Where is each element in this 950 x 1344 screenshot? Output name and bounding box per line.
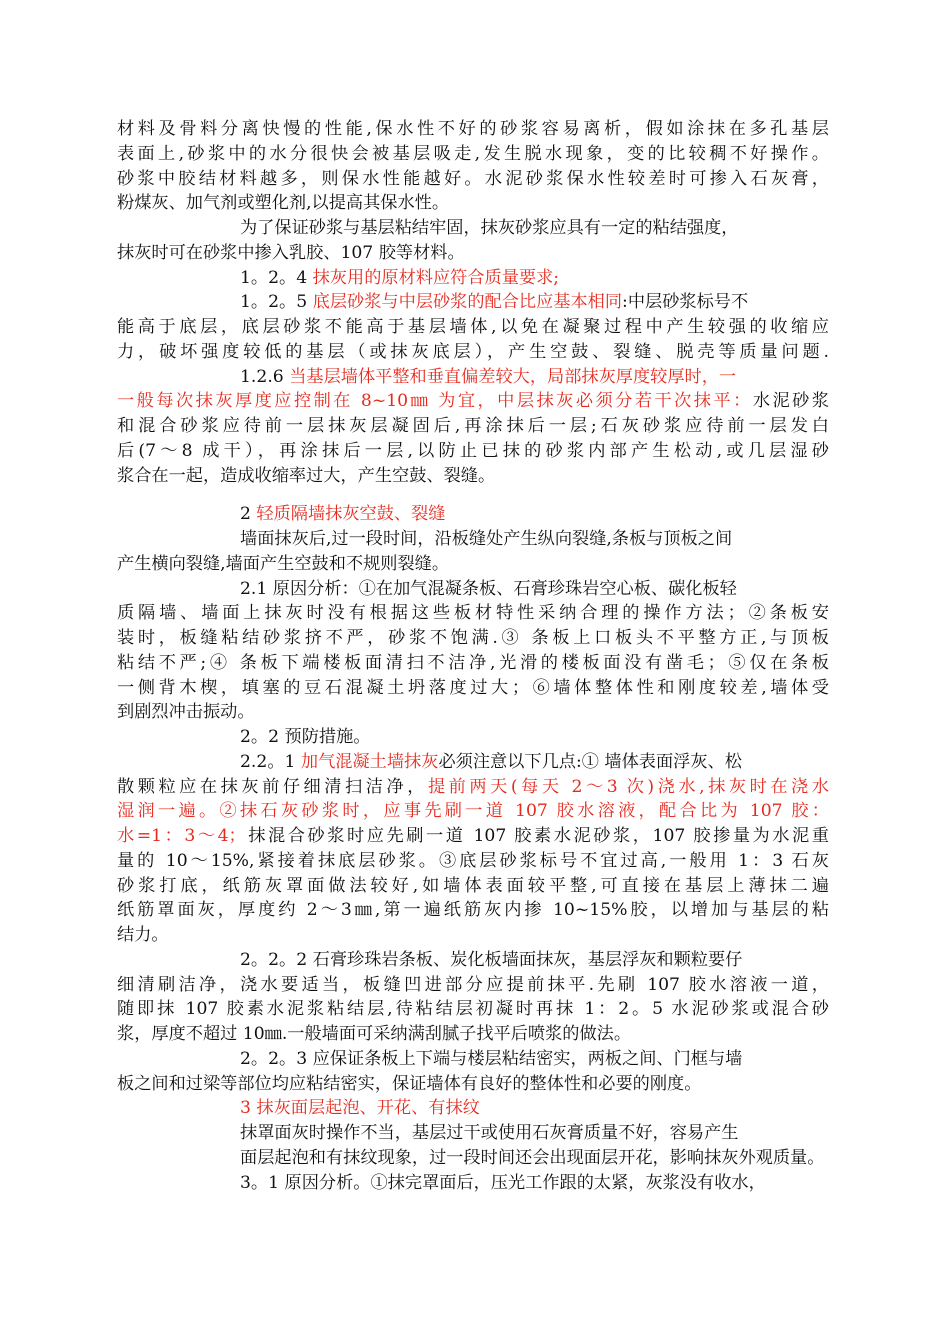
text-segment: 砂浆打底，纸筋灰罩面做法较好,如墙体表面较平整,可直接在基层上薄抹二遍 (117, 875, 829, 896)
highlighted-text: 轻质隔墙抹灰空鼓、裂缝 (256, 504, 446, 525)
text-line (117, 676, 829, 701)
text-segment: 和混合砂浆应待前一层抹灰层凝固后,再涂抹后一层;石灰砂浆应待前一层发白 (117, 416, 829, 436)
text-line (117, 552, 829, 577)
text-line (117, 997, 829, 1022)
section-heading (117, 290, 829, 315)
text-segment: 墙面抹灰后,过一段时间，沿板缝处产生纵向裂缝,条板与顶板之间 (240, 529, 733, 549)
section-heading (117, 750, 829, 775)
text-line (117, 824, 829, 849)
paragraph-gap (117, 488, 829, 502)
text-segment: 浆合在一起，造成收缩率过大，产生空鼓、裂缝。 (117, 465, 496, 486)
text-segment: 1。2。5 (240, 292, 313, 313)
text-line (117, 315, 829, 340)
text-segment: 必须注意以下几点:① 墙体表面浮灰、松 (438, 751, 742, 772)
text-segment: 1.2.6 (240, 366, 290, 387)
text-line (117, 799, 829, 824)
text-line (117, 775, 829, 800)
text-segment: 质隔墙、墙面上抹灰时没有根据这些板材特性采纳合理的操作方法；②条板安 (117, 603, 829, 624)
text-segment: 抹灰时可在砂浆中掺入乳胶、107 胶等材料。 (117, 242, 465, 263)
text-segment: 为了保证砂浆与基层粘结牢固，抹灰砂浆应具有一定的粘结强度， (240, 218, 739, 238)
text-line (117, 439, 829, 464)
text-segment: 粉煤灰、加气剂或塑化剂,以提高其保水性。 (117, 193, 450, 214)
text-line (117, 216, 829, 241)
text-line (117, 898, 829, 923)
highlighted-text: 一般每次抹灰厚度应控制在 8~10㎜ 为宜，中层抹灰必须分若干次抹平： (117, 391, 753, 412)
text-segment: 随即抹 107 胶素水泥浆粘结层,待粘结层初凝时再抹 1：2。5 水泥砂浆或混合砂 (117, 999, 829, 1020)
text-line (117, 464, 829, 489)
text-line (117, 923, 829, 948)
text-line (117, 527, 829, 552)
text-segment: 材料及骨料分离快慢的性能,保水性不好的砂浆容易离析，假如涂抹在多孔基层 (117, 119, 829, 139)
text-line (117, 1072, 829, 1097)
text-segment: 细清刷洁净，浇水要适当，板缝凹进部分应提前抹平.先刷 107 胶水溶液一道， (117, 974, 829, 995)
text-line (117, 340, 829, 365)
text-line (117, 601, 829, 626)
text-segment: 板之间和过梁等部位均应粘结密实，保证墙体有良好的整体性和必要的刚度。 (117, 1073, 702, 1094)
text-segment: 浆，厚度不超过 10㎜.一般墙面可采纳满刮腻子找平后喷浆的做法。 (117, 1024, 632, 1044)
text-segment: 2。2。3 应保证条板上下端与楼层粘结密实，两板之间、门框与墙 (240, 1048, 743, 1069)
text-segment: 砂浆中胶结材料越多，则保水性能越好。水泥砂浆保水性较差时可掺入石灰膏， (117, 168, 829, 189)
text-line (117, 167, 829, 192)
section-heading (117, 725, 829, 750)
text-line (117, 849, 829, 874)
text-line (117, 389, 829, 414)
text-line (117, 414, 829, 439)
text-segment: :中层砂浆标号不 (622, 292, 749, 313)
text-line (117, 1022, 829, 1047)
text-line (117, 1121, 829, 1146)
highlighted-text: 湿润一遍。②抹石灰砂浆时，应事先刷一道 107 胶水溶液，配合比为 107 胶： (117, 801, 829, 822)
text-segment: 2。2 预防措施。 (240, 727, 371, 747)
highlighted-text: 当基层墙体平整和垂直偏差较大，局部抹灰厚度较厚时，一 (289, 366, 737, 387)
text-segment: 纸筋罩面灰，厚度约 2～3㎜,第一遍纸筋灰内掺 10~15%胶，以增加与基层的粘 (117, 900, 829, 921)
text-line (117, 191, 829, 216)
text-segment: 面层起泡和有抹纹现象，过一段时间还会出现面层开花，影响抹灰外观质量。 (240, 1147, 825, 1168)
text-line (117, 973, 829, 998)
document-page (117, 117, 829, 1195)
text-segment: 水泥砂浆 (752, 391, 829, 412)
text-line (117, 874, 829, 899)
section-heading (117, 266, 829, 291)
text-segment: 量的 10～15%,紧接着抹底层砂浆。③底层砂浆标号不宜过高,一般用 1：3 石灰 (117, 850, 829, 871)
text-segment: 到剧烈冲击振动。 (117, 702, 255, 723)
section-heading (117, 365, 829, 390)
section-heading (117, 577, 829, 602)
text-segment: 1。2。4 (240, 267, 313, 288)
text-segment: 后(7～8 成干），再涂抹后一层,以防止已抹的砂浆内部产生松动,或几层湿砂 (117, 440, 829, 461)
text-segment: 力，破坏强度较低的基层（或抹灰底层），产生空鼓、裂缝、脱壳等质量问题. (117, 341, 829, 362)
text-segment: 2.2。1 (240, 751, 301, 772)
text-segment: 装时，板缝粘结砂浆挤不严，砂浆不饱满.③ 条板上口板头不平整方正,与顶板 (117, 628, 829, 648)
section-heading (117, 502, 829, 527)
text-segment: 产生横向裂缝,墙面产生空鼓和不规则裂缝。 (117, 553, 450, 574)
section-heading (117, 1047, 829, 1072)
text-segment: 2 (240, 504, 257, 525)
text-segment: 粘结不严;④ 条板下端楼板面清扫不洁净,光滑的楼板面没有凿毛；⑤仅在条板 (117, 652, 829, 673)
text-line (117, 626, 829, 651)
text-segment: 表面上,砂浆中的水分很快会被基层吸走,发生脱水现象，变的比较稠不好操作。 (117, 143, 829, 164)
text-segment: 抹罩面灰时操作不当，基层过干或使用石灰膏质量不好，容易产生 (240, 1123, 739, 1143)
section-heading (117, 948, 829, 973)
highlighted-text: 水=1：3～4； (117, 826, 246, 846)
highlighted-text: 提前两天(每天 2～3 次)浇水,抹灰时在浇水 (427, 776, 829, 797)
text-segment: 抹混合砂浆时应先刷一道 107 胶素水泥砂浆，107 胶掺量为水泥重 (245, 826, 829, 846)
text-segment: 2。2。2 石膏珍珠岩条板、炭化板墙面抹灰，基层浮灰和颗粒要仔 (240, 949, 743, 970)
highlighted-text: 抹灰用的原材料应符合质量要求; (312, 267, 560, 288)
highlighted-text: 底层砂浆与中层砂浆的配合比应基本相同 (312, 292, 623, 313)
text-line (117, 651, 829, 676)
text-line (117, 241, 829, 266)
text-line (117, 142, 829, 167)
highlighted-text: 3 抹灰面层起泡、开花、有抹纹 (240, 1098, 480, 1119)
section-heading (117, 1096, 829, 1121)
text-segment: 2.1 原因分析：①在加气混凝条板、石膏珍珠岩空心板、碳化板轻 (240, 578, 737, 599)
text-segment: 散颗粒应在抹灰前仔细清扫洁净， (117, 776, 428, 797)
text-segment: 结力。 (117, 925, 169, 945)
section-heading (117, 1171, 829, 1196)
text-segment: 能高于底层，底层砂浆不能高于基层墙体,以免在凝聚过程中产生较强的收缩应 (117, 317, 829, 337)
text-segment: 一侧背木楔，填塞的豆石混凝土坍落度过大；⑥墙体整体性和刚度较差,墙体受 (117, 677, 829, 698)
text-segment: 3。1 原因分析。①抹完罩面后，压光工作跟的太紧，灰浆没有收水， (240, 1172, 766, 1193)
text-line (117, 117, 829, 142)
text-line (117, 1146, 829, 1171)
text-line (117, 700, 829, 725)
highlighted-text: 加气混凝土墙抹灰 (300, 751, 439, 772)
